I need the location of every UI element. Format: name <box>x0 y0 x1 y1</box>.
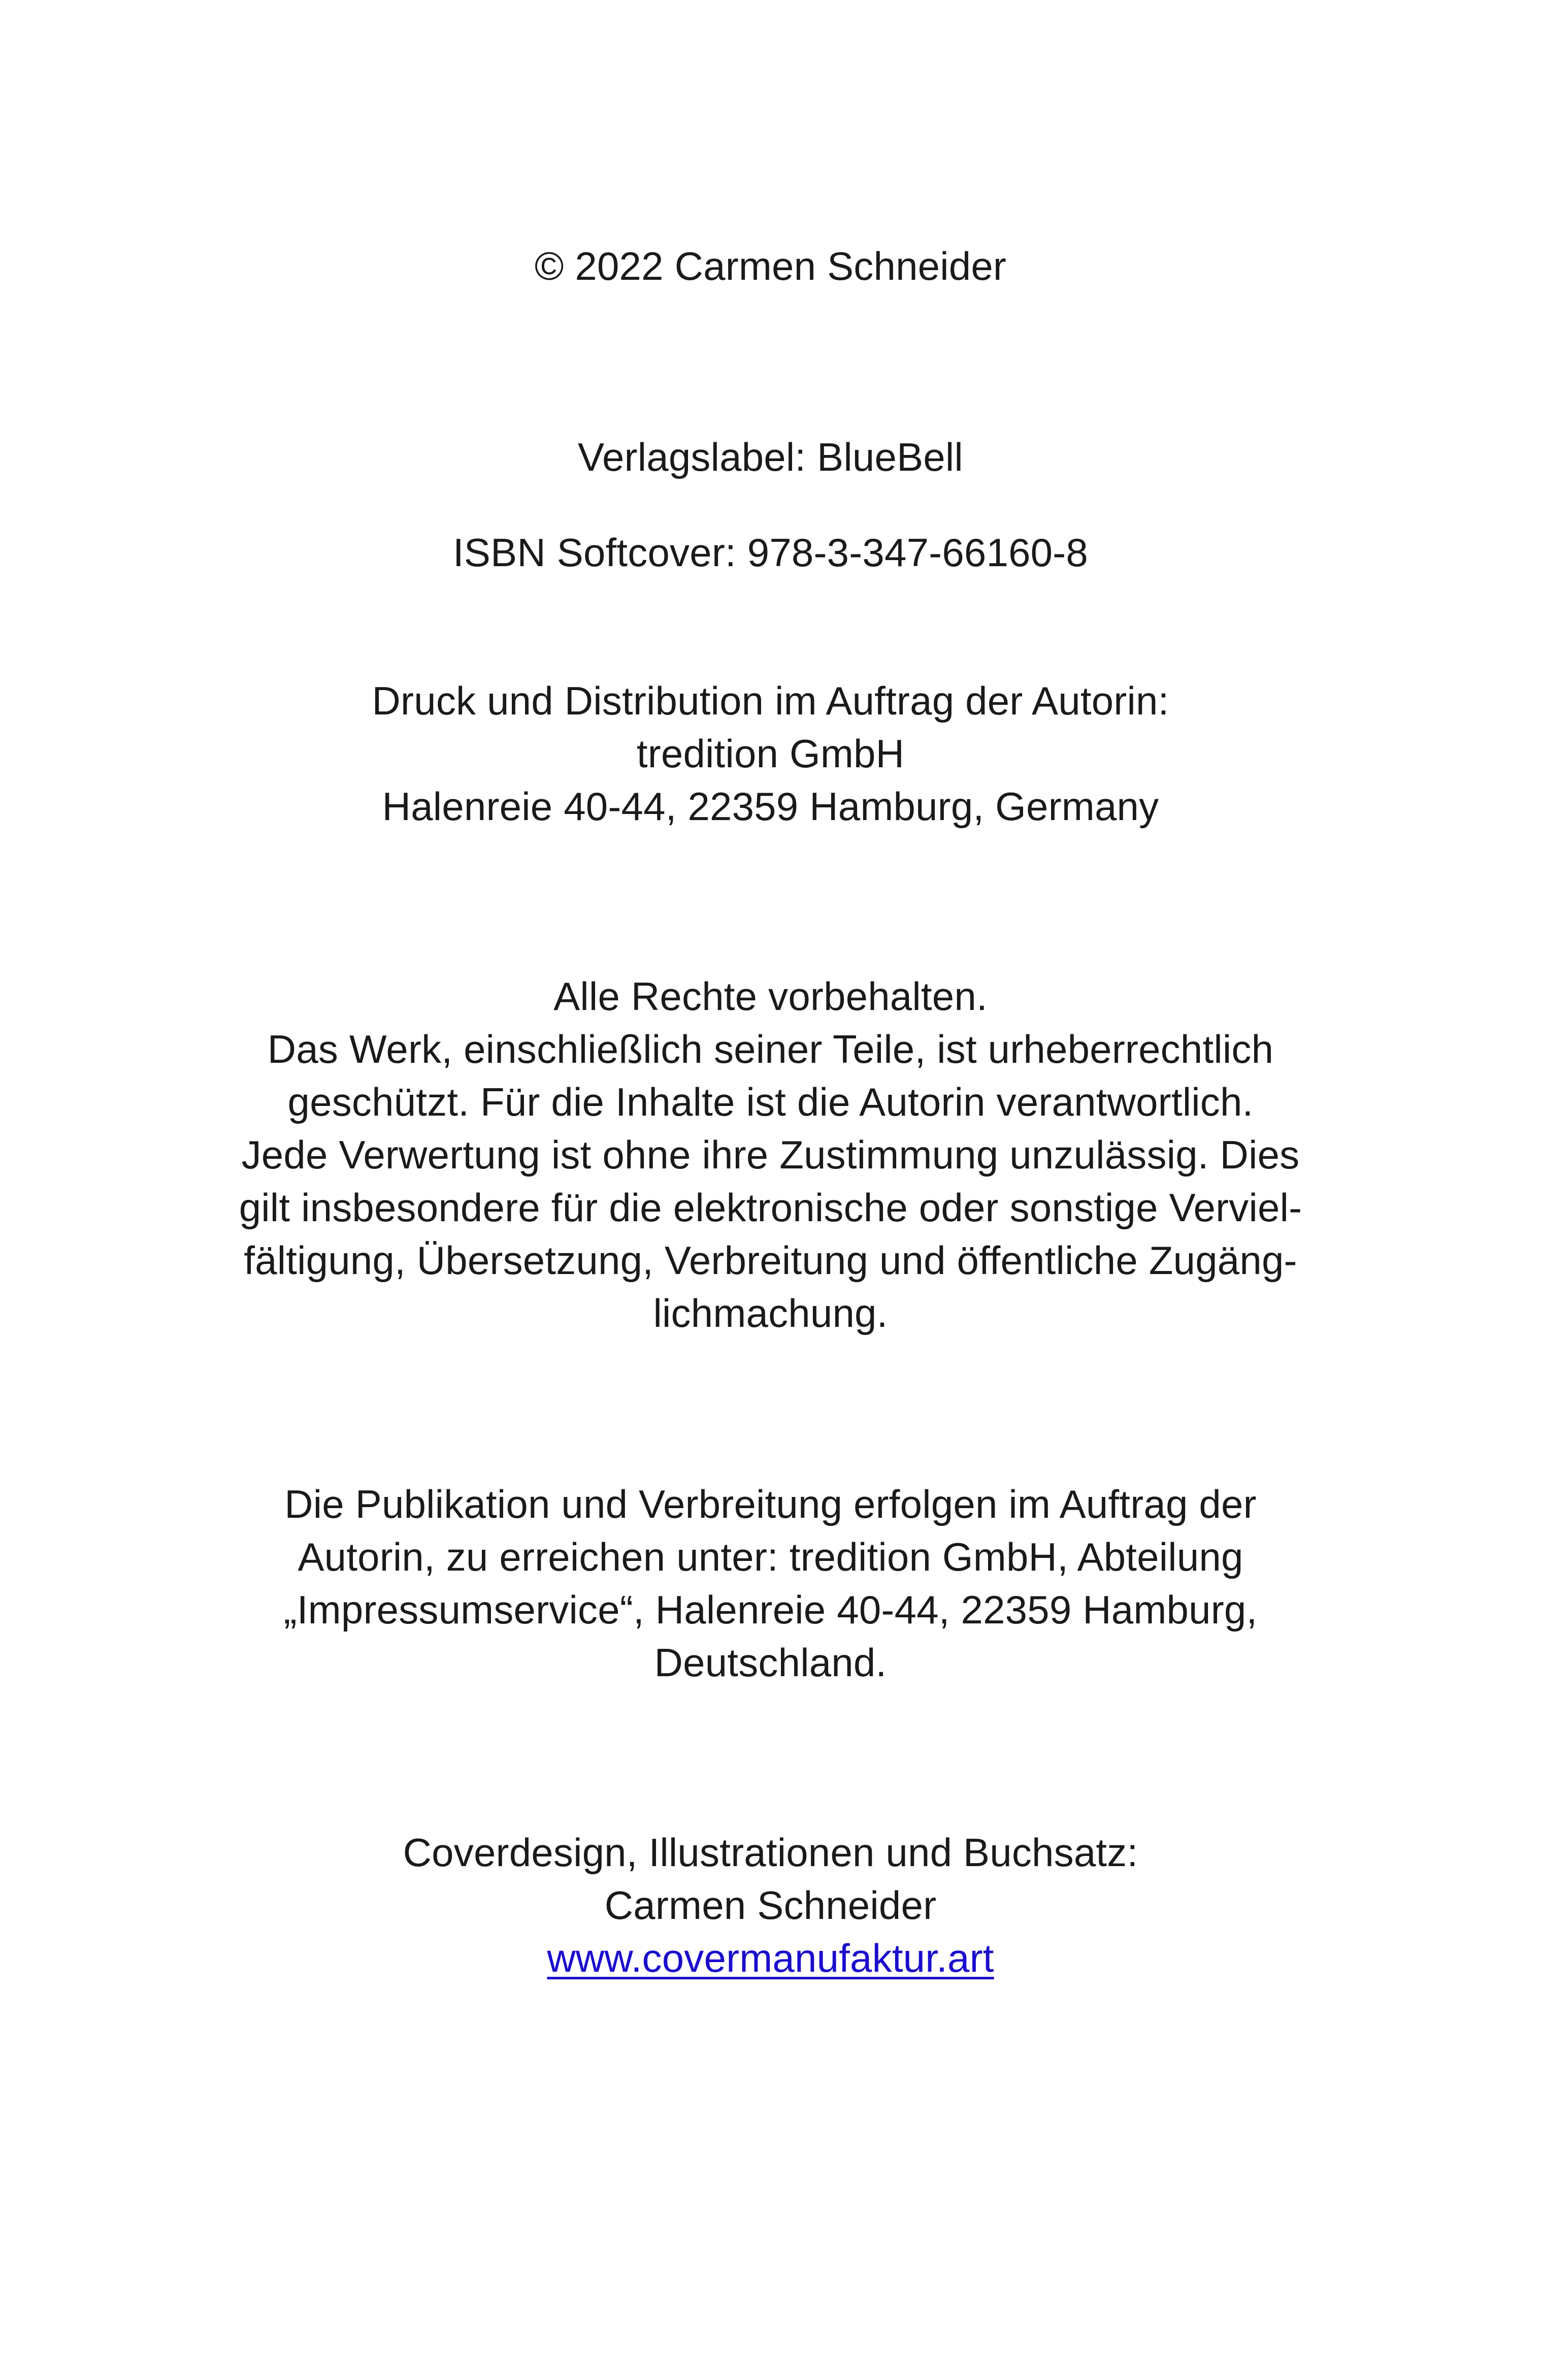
credits-line-2: Carmen Schneider <box>604 1883 937 1928</box>
website-line <box>0 1932 1541 1984</box>
publication-line: „Impressumservice“, Halenreie 40-44, 22359 Hamburg, <box>283 1587 1258 1632</box>
copyright-line: © 2022 Carmen Schneider <box>534 244 1007 288</box>
rights-line: lichmachung. <box>653 1291 888 1335</box>
rights-line: Jede Verwertung ist ohne ihre Zustimmung unzulässig. Dies <box>241 1132 1300 1177</box>
distribution-line-3: Halenreie 40-44, 22359 Hamburg, Germany <box>382 784 1159 829</box>
publication-line: Autorin, zu erreichen unter: tredition GmbH, Abteilung <box>298 1535 1243 1579</box>
publication-line: Die Publikation und Verbreitung erfolgen im Auftrag der <box>284 1482 1257 1526</box>
rights-line: geschützt. Für die Inhalte ist die Autorin verantwortlich. <box>287 1080 1254 1124</box>
isbn-line: ISBN Softcover: 978-3-347-66160-8 <box>453 530 1088 575</box>
website-link[interactable]: www.covermanufaktur.art <box>547 1936 994 1980</box>
distribution-line-2: tredition GmbH <box>636 731 905 776</box>
publisher-label: Verlagslabel: BlueBell <box>578 435 963 479</box>
publication-line: Deutschland. <box>654 1640 887 1685</box>
rights-line: Alle Rechte vorbehalten. <box>553 974 988 1019</box>
credits-line-1: Coverdesign, Illustrationen und Buchsatz: <box>403 1830 1138 1875</box>
distribution-line-1: Druck und Distribution im Auftrag der Autorin: <box>372 678 1169 723</box>
rights-line: fältigung, Übersetzung, Verbreitung und öffentliche Zugäng- <box>244 1238 1297 1283</box>
rights-line: gilt insbesondere für die elektronische oder sonstige Verviel- <box>239 1185 1302 1230</box>
rights-line: Das Werk, einschließlich seiner Teile, ist urheberrechtlich <box>267 1027 1274 1071</box>
